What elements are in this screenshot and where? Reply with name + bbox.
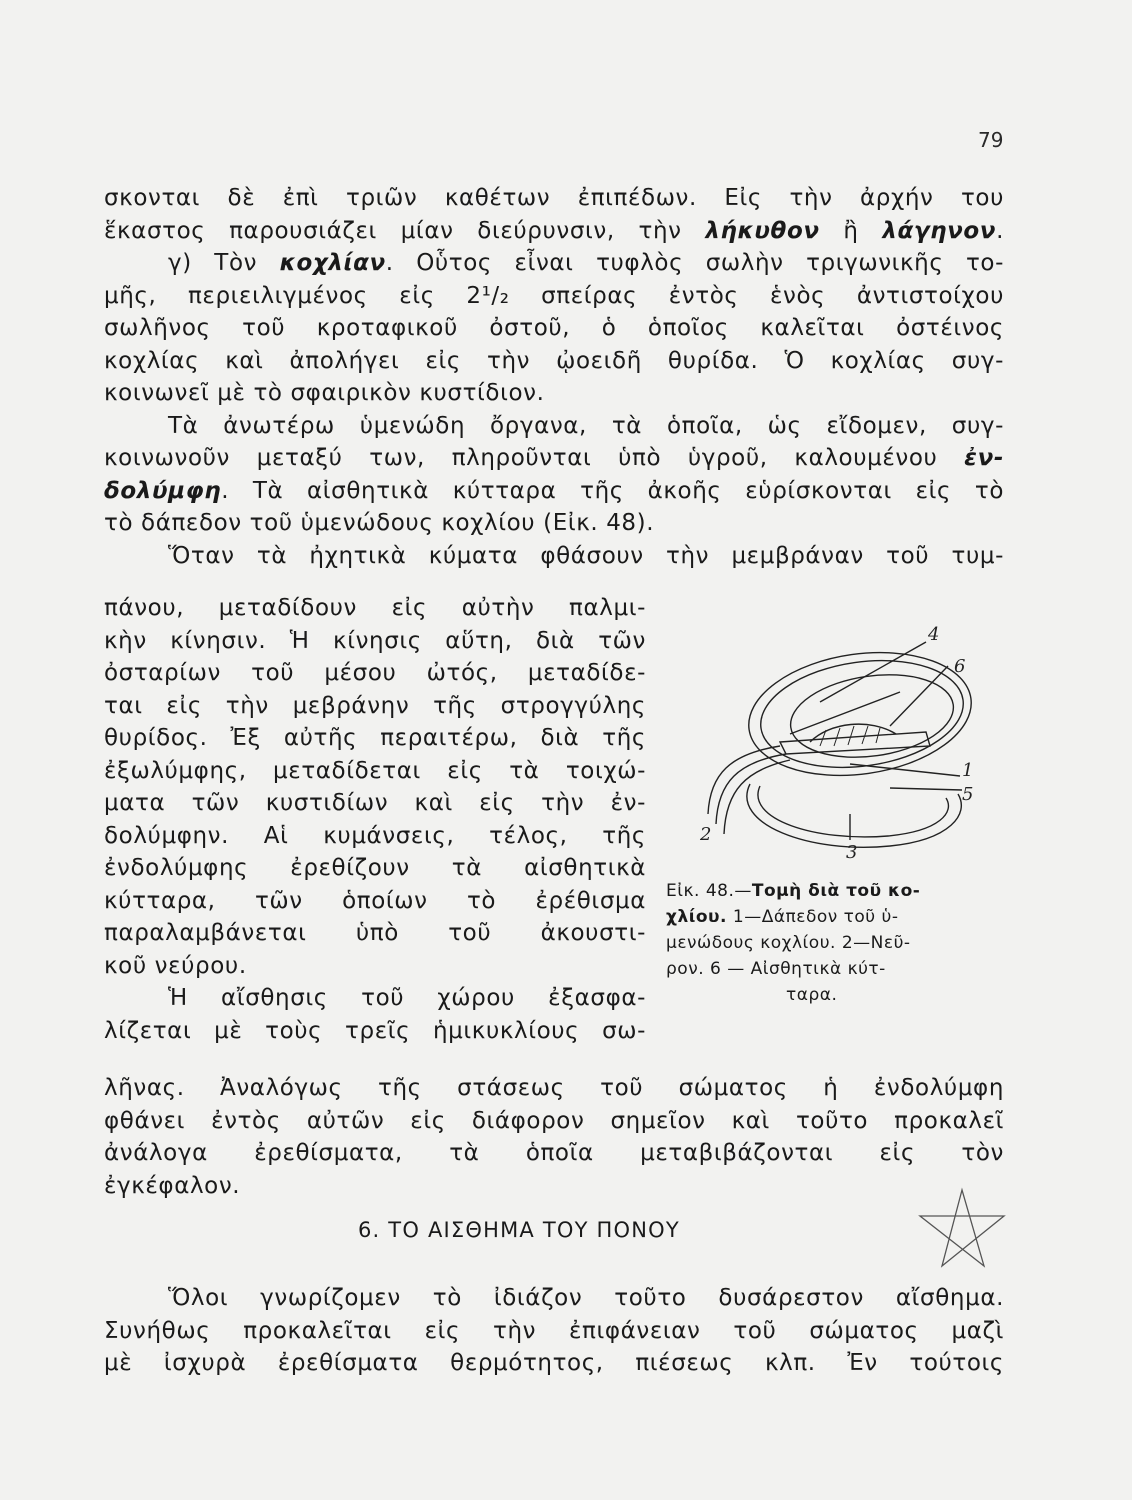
text-line: Ὅλοι γνωρίζομεν τὸ ἰδιάζον τοῦτο δυσάρεστον αἴσθημα. xyxy=(168,1285,1004,1311)
text-line: ἐγκέφαλον. xyxy=(104,1172,241,1199)
text-line: ἕκαστος παρουσιάζει μίαν διεύρυνσιν, τὴν λήκυθον ἢ λάγηνον. xyxy=(104,217,1004,244)
text-line: ἀνάλογα ἐρεθίσματα, τὰ ὁποῖα μεταβιβάζονται εἰς τὸν xyxy=(104,1140,1004,1166)
paragraph-block-3 xyxy=(104,1072,1004,1202)
text-line: δολύμφη. Τὰ αἰσθητικὰ κύτταρα τῆς ἀκοῆς εὑρίσκονται εἰς τὸ xyxy=(104,477,1004,504)
label-5: 5 xyxy=(962,784,974,805)
text-line: Συνήθως προκαλεῖται εἰς τὴν ἐπιφάνειαν τοῦ σώματος μαζὶ xyxy=(104,1317,1004,1344)
text-line: λῆνας. Ἀναλόγως τῆς στάσεως τοῦ σώματος ἡ ἐνδολύμφη xyxy=(104,1075,1004,1101)
basilar-membrane xyxy=(780,732,930,754)
inner-duct xyxy=(785,665,959,767)
text-line: κὴν κίνησιν. Ἡ κίνησις αὕτη, διὰ τῶν xyxy=(104,627,646,654)
label-line-5 xyxy=(890,788,962,790)
text-line: Ὅταν τὰ ἠχητικὰ κύματα φθάσουν τὴν μεμβράναν τοῦ τυμ- xyxy=(168,542,1004,569)
section-heading: 6. ΤΟ ΑΙΣΘΗΜΑ ΤΟΥ ΠΟΝΟΥ xyxy=(358,1218,680,1242)
label-3: 3 xyxy=(846,842,858,863)
term-endolymph: ἐν- xyxy=(964,445,1004,471)
text-line: σωλῆνος τοῦ κροταφικοῦ ὀστοῦ, ὁ ὁποῖος καλεῖται ὀστέινος xyxy=(104,315,1004,341)
lower-coil-inner xyxy=(758,786,948,837)
text-line: δολύμφην. Αἱ κυμάνσεις, τέλος, τῆς xyxy=(104,822,646,849)
text-line: τὸ δάπεδον τοῦ ὑμενώδους κοχλίου (Εἰκ. 48). xyxy=(104,510,655,536)
text-line: ται εἰς τὴν μεβράνην τῆς στρογγύλης xyxy=(104,692,646,719)
text-line: κοινωνοῦν μεταξύ των, πληροῦνται ὑπὸ ὑγροῦ, καλουμένου ἐν- xyxy=(104,445,1004,471)
text-line: ἐνδολύμφης ἐρεθίζουν τὰ αἰσθητικὰ xyxy=(104,855,646,881)
text-line: γ) Τὸν κοχλίαν. Οὗτος εἶναι τυφλὸς σωλὴν τριγωνικῆς το- xyxy=(168,250,1004,276)
text-line: μῆς, περιειλιγμένος εἰς 2¹/₂ σπείρας ἐντὸς ἑνὸς ἀντιστοίχου xyxy=(104,282,1004,309)
text-line: πάνου, μεταδίδουν εἰς αὐτὴν παλμι- xyxy=(104,595,646,621)
text-line: ὀσταρίων τοῦ μέσου ὠτός, μεταδίδε- xyxy=(104,660,646,686)
term-lagenon: λάγηνον xyxy=(882,217,997,244)
text-line: ἐξωλύμφης, μεταδίδεται εἰς τὰ τοιχώ- xyxy=(104,757,646,784)
text-line: ματα τῶν κυστιδίων καὶ εἰς τὴν ἐν- xyxy=(104,790,646,816)
text-line: φθάνει ἐντὸς αὐτῶν εἰς διάφορον σημεῖον καὶ τοῦτο προκαλεῖ xyxy=(104,1107,1004,1134)
label-4: 4 xyxy=(928,624,940,645)
text-line: θυρίδος. Ἐξ αὐτῆς περαιτέρω, διὰ τῆς xyxy=(104,725,646,751)
text-line: σκονται δὲ ἐπὶ τριῶν καθέτων ἐπιπέδων. Εἰς τὴν ἀρχήν του xyxy=(104,185,1004,211)
text-line: μὲ ἰσχυρὰ ἐρεθίσματα θερμότητος, πιέσεως κλπ. Ἐν τούτοις xyxy=(104,1350,1004,1376)
text-line: κύτταρα, τῶν ὁποίων τὸ ἐρέθισμα xyxy=(104,887,646,914)
text-line: Τὰ ἀνωτέρω ὑμενώδη ὄργανα, τὰ ὁποῖα, ὡς εἴδομεν, συγ- xyxy=(168,412,1004,439)
caption-line: ρον. 6 — Αἰσθητικὰ κύτ- xyxy=(666,959,886,979)
label-6: 6 xyxy=(954,656,966,677)
term-lekythos: λήκυθον xyxy=(705,217,820,244)
cochlea-section-figure xyxy=(690,614,990,864)
caption-line: μενώδους κοχλίου. 2—Νεῦ- xyxy=(666,933,911,953)
pencil-star-mark xyxy=(912,1186,1012,1272)
outer-wall-inner xyxy=(754,648,970,779)
caption-line: Εἰκ. 48.—Τομὴ διὰ τοῦ κο- xyxy=(666,881,921,901)
figure-caption xyxy=(666,878,996,1008)
text-line: λίζεται μὲ τοὺς τρεῖς ἡμικυκλίους σω- xyxy=(104,1017,646,1044)
paragraph-block-1 xyxy=(104,182,1004,572)
label-2: 2 xyxy=(700,824,712,845)
caption-line: ταρα. xyxy=(786,985,838,1005)
text-line: κοῦ νεύρου. xyxy=(104,952,247,979)
term-kochlias: κοχλίαν xyxy=(279,250,386,276)
text-line: Ἡ αἴσθησις τοῦ χώρου ἐξασφα- xyxy=(168,985,646,1011)
paragraph-block-4 xyxy=(104,1282,1004,1380)
label-1: 1 xyxy=(962,760,974,781)
lower-coil xyxy=(747,784,961,847)
page-number: 79 xyxy=(978,128,1004,152)
text-line: παραλαμβάνεται ὑπὸ τοῦ ἀκουστι- xyxy=(104,920,646,946)
paragraph-block-2 xyxy=(104,592,646,1047)
text-line: κοχλίας καὶ ἀπολήγει εἰς τὴν ᾠοειδῆ θυρίδα. Ὁ κοχλίας συγ- xyxy=(104,347,1004,374)
label-line-4 xyxy=(820,642,926,702)
text-line: κοινωνεῖ μὲ τὸ σφαιρικὸν κυστίδιον. xyxy=(104,380,545,406)
caption-line: χλίου. 1—Δάπεδον τοῦ ὑ- xyxy=(666,907,899,927)
nerve-fibers xyxy=(708,746,790,834)
